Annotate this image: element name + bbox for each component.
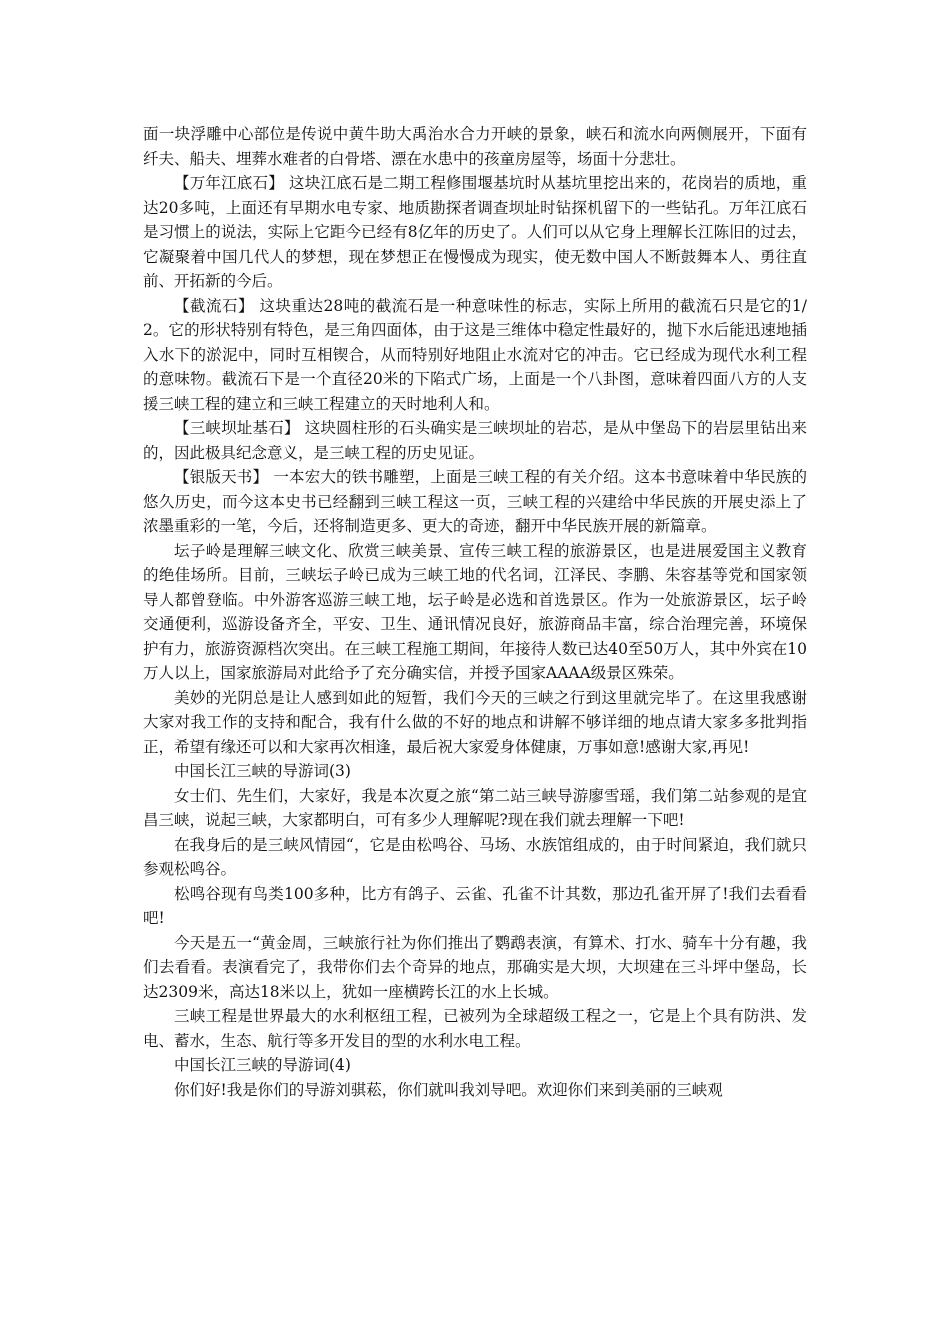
paragraph-greeting: 女士们、先生们，大家好，我是本次夏之旅“第二站三峡导游廖雪瑶，我们第二站参观的是宜昌三峡，说起三峡，大家都明白，可有多少人理解呢?现在我们就去理解一下吧! (143, 786, 807, 829)
section-heading-4: 中国长江三峡的导游词(4) (174, 1056, 351, 1074)
paragraph-three-gorges-project: 三峡工程是世界最大的水利枢纽工程，已被列为全球超级工程之一，它是上个具有防洪、发电、蓄水，生态、航行等多开发目的型的水利水电工程。 (143, 1007, 807, 1050)
section-heading-3: 中国长江三峡的导游词(3) (174, 762, 351, 780)
paragraph-relief-description: 面一块浮雕中心部位是传说中黄牛助大禹治水合力开峡的景象，峡石和流水向两侧展开，下面有纤夫、船夫、埋葬水难者的白骨塔、漂在水患中的孩童房屋等，场面十分悲壮。 (143, 125, 807, 168)
paragraph-farewell: 美妙的光阴总是让人感到如此的短暂，我们今天的三峡之行到这里就完毕了。在这里我感谢大家对我工作的支持和配合，我有什么做的不好的地点和讲解不够详细的地点请大家多多批判指正，希望有缘还可以和大家再次相逢，最后祝大家爱身体健康，万事如意!感谢大家,再见! (143, 688, 807, 756)
paragraph-closure-stone: 【截流石】 这块重达28吨的截流石是一种意味性的标志，实际上所用的截流石只是它的1/2。它的形状特别有特色，是三角四面体，由于这是三维体中稳定性最好的，抛下水后能迅速地插入水下的淤泥中，同时互相锲合，从而特别好地阻止水流对它的冲击。它已经成为现代水利工程的意味物。截流石下是一个直径20米的下陷式广场，上面是一个八卦图，意味着四面八方的人支援三峡工程的建立和三峡工程建立的天时地利人和。 (143, 296, 807, 413)
paragraph-songming-valley: 松鸣谷现有鸟类100多种，比方有鸽子、云雀、孔雀不计其数，那边孔雀开屏了!我们去看看吧! (143, 884, 807, 927)
paragraph-guide-intro: 你们好!我是你们的导游刘骐菘，你们就叫我刘导吧。欢迎你们来到美丽的三峡观 (174, 1080, 723, 1099)
paragraph-folk-garden: 在我身后的是三峡风情园“，它是由松鸣谷、马场、水族馆组成的，由于时间紧迫，我们就只参观松鸣谷。 (143, 835, 807, 878)
paragraph-tanziling: 坛子岭是理解三峡文化、欣赏三峡美景、宣传三峡工程的旅游景区，也是进展爱国主义教育的绝佳场所。目前，三峡坛子岭已成为三峡工地的代名词，江泽民、李鹏、朱容基等党和国家领导人都曾登临。中外游客巡游三峡工地，坛子岭是必选和首选景区。作为一处旅游景区，坛子岭交通便利，巡游设备齐全，平安、卫生、通讯情况良好，旅游商品丰富，综合治理完善，环境保护有力，旅游资源档次突出。在三峡工程施工期间，年接待人数已达40至50万人，其中外宾在10万人以上，国家旅游局对此给予了充分确实信，并授予国家AAAA级景区殊荣。 (143, 541, 807, 682)
paragraph-riverbed-stone: 【万年江底石】 这块江底石是二期工程修围堰基坑时从基坑里挖出来的，花岗岩的质地，重达20多吨，上面还有早期水电专家、地质勘探者调查坝址时钻探机留下的一些钻孔。万年江底石是习惯上的说法，实际上它距今已经有8亿年的历史了。人们可以从它身上理解长江陈旧的过去，它凝聚着中国几代人的梦想，现在梦想正在慢慢成为现实，使无数中国人不断鼓舞本人、勇往直前、开拓新的今后。 (143, 174, 807, 290)
document-page (143, 122, 807, 1102)
paragraph-dam-foundation-stone: 【三峡坝址基石】 这块圆柱形的石头确实是三峡坝址的岩芯，是从中堡岛下的岩层里钻出来的，因此极具纪念意义，是三峡工程的历史见证。 (143, 419, 807, 462)
paragraph-golden-week: 今天是五一“黄金周，三峡旅行社为你们推出了鹦鹉表演，有算术、打水、骑车十分有趣，我们去看看。表演看完了，我带你们去个奇异的地点，那确实是大坝，大坝建在三斗坪中堡岛，长达2309米，高达18米以上，犹如一座横跨长江的水上长城。 (143, 933, 807, 1001)
paragraph-silver-book: 【银版天书】 一本宏大的铁书雕塑，上面是三峡工程的有关介绍。这本书意味着中华民族的悠久历史，而今这本史书已经翻到三峡工程这一页，三峡工程的兴建给中华民族的开展史添上了浓墨重彩的一笔，今后，还将制造更多、更大的奇迹，翻开中华民族开展的新篇章。 (143, 468, 807, 535)
